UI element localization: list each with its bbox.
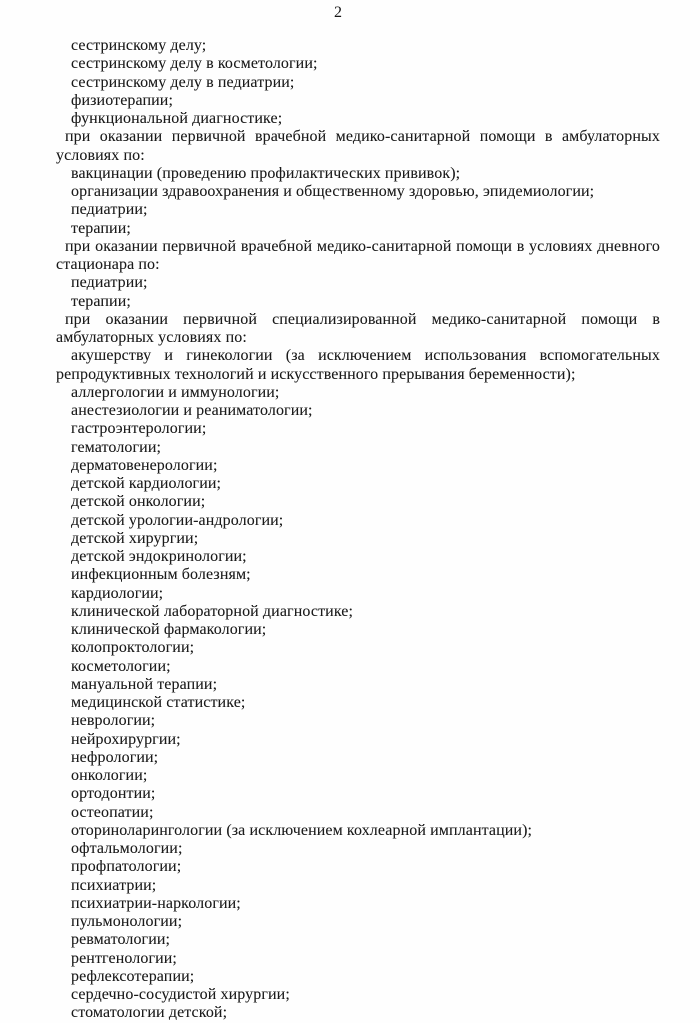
document-line: рентгенологии; [71,949,177,967]
document-line: терапии; [71,292,131,310]
clause-line: при оказании первичной врачебной медико-санитарной помощи в условиях дневного [65,237,660,255]
document-line: офтальмологии; [71,840,183,857]
document-line: неврологии; [71,712,156,730]
document-line: репродуктивных технологий и искусственного прерывания беременности); [56,365,576,383]
document-line: физиотерапии; [71,91,174,109]
document-line: анестезиологии и реаниматологии; [71,402,313,419]
document-line: психиатрии-наркологии; [71,894,241,912]
document-line: профпатологии; [71,858,182,876]
document-line: педиатрии; [71,274,148,292]
document-line: психиатрии; [71,876,157,894]
document-line: колопроктологии; [71,639,195,657]
document-body [56,37,660,1023]
document-line: нефрологии; [71,748,159,766]
document-line: остеопатии; [71,803,154,821]
document-line: клинической фармакологии; [71,621,267,638]
document-line: детской кардиологии; [71,475,222,492]
document-line: онкологии; [71,767,148,784]
document-line: кардиологии; [71,584,164,602]
document-line: гастроэнтерологии; [71,420,207,438]
document-line: инфекционным болезням; [71,566,251,584]
document-line: детской эндокринологии; [71,548,247,565]
document-line: медицинской статистике; [71,694,246,711]
document-line: пульмонологии; [71,913,183,930]
document-line: детской урологии-андрологии; [71,511,284,529]
clause-line: при оказании первичной специализированной медико-санитарной помощи в [65,310,660,328]
document-line: терапии; [71,219,131,237]
document-line: акушерству и гинекологии (за исключением использования вспомогательных [71,347,660,365]
document-line: оториноларингологии (за исключением кохлеарной имплантации); [71,821,533,839]
clause-line: при оказании первичной врачебной медико-санитарной помощи в амбулаторных [65,128,660,146]
document-line: сестринскому делу; [71,37,207,54]
document-line: вакцинации (проведению профилактических прививок); [71,164,461,182]
document-line: дерматовенерологии; [71,456,218,474]
document-line: сестринскому делу в педиатрии; [71,73,295,91]
document-line: ортодонтии; [71,785,156,803]
document-line: рефлексотерапии; [71,967,195,985]
document-line: косметологии; [71,657,171,675]
document-line: клинической лабораторной диагностике; [71,602,354,620]
document-line: стоматологии детской; [71,1004,228,1022]
document-line: ревматологии; [71,931,171,949]
page-number: 2 [334,4,342,21]
document-line: педиатрии; [71,201,148,219]
document-line: условиях по: [56,146,145,164]
document-line: детской хирургии; [71,529,199,547]
document-line: аллергологии и иммунологии; [71,383,280,401]
document-line: сестринскому делу в косметологии; [71,55,318,73]
document-line: гематологии; [71,438,162,456]
document-line: организации здравоохранения и общественному здоровью, эпидемиологии; [71,183,595,200]
document-line: детской онкологии; [71,493,206,511]
document-line: амбулаторных условиях по: [56,329,247,346]
document-line: стационара по: [56,256,160,273]
document-line: мануальной терапии; [71,675,218,693]
document-line: сердечно-сосудистой хирургии; [71,986,290,1003]
document-line: функциональной диагностике; [71,110,283,127]
document-line: нейрохирургии; [71,730,181,748]
